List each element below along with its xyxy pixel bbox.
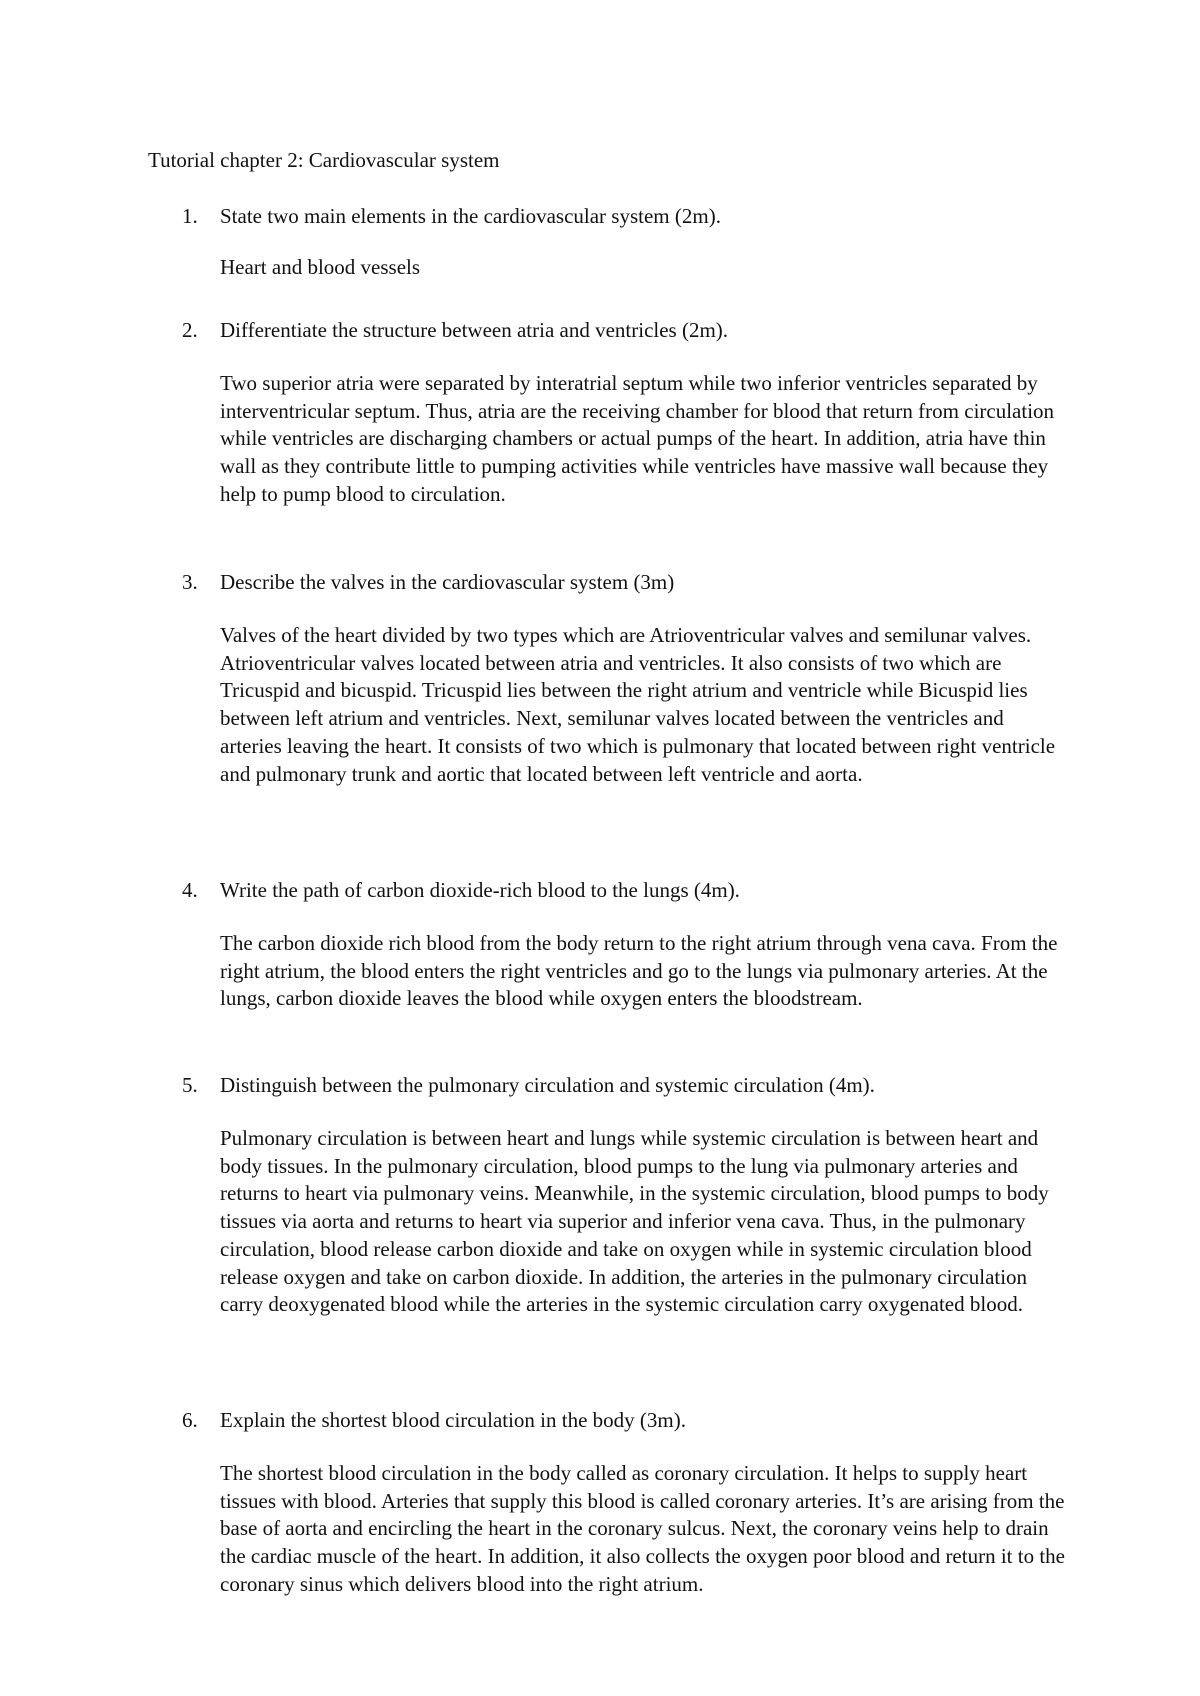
question-number: 2.: [182, 318, 198, 342]
answer-text: Two superior atria were separated by interatrial septum while two inferior ventricles separated by interventricular septum. Thus, atria are the receiving chamber for blood that return from circulation while ventricles are discharging chambers or actual pumps of the heart. In addition, atria have thin wall as they contribute little to pumping activities while ventricles have massive wall because they help to pump blood to circulation.: [220, 371, 1055, 506]
answer-text: The shortest blood circulation in the body called as coronary circulation. It helps to supply heart tissues with blood. Arteries that supply this blood is called coronary arteries. It’s are arising from the base of aorta and encircling the heart in the coronary sulcus. Next, the coronary veins help to drain the cardiac muscle of the heart. In addition, it also collects the oxygen poor blood and return it to the coronary sinus which delivers blood into the right atrium.: [220, 1461, 1065, 1596]
question-text: State two main elements in the cardiovascular system (2m).: [220, 204, 721, 228]
question-number: 5.: [182, 1073, 198, 1097]
answer-text: Pulmonary circulation is between heart and lungs while systemic circulation is between heart and body tissues. In the pulmonary circulation, blood pumps to the lung via pulmonary arteries and returns to heart via pulmonary veins. Meanwhile, in the systemic circulation, blood pumps to body tissues via aorta and returns to heart via superior and inferior vena cava. Thus, in the pulmonary circulation, blood release carbon dioxide and take on oxygen while in systemic circulation blood release oxygen and take on carbon dioxide. In addition, the arteries in the pulmonary circulation carry deoxygenated blood while the arteries in the systemic circulation carry oxygenated blood.: [220, 1126, 1049, 1317]
answer-text: Heart and blood vessels: [220, 255, 421, 279]
question-text: Describe the valves in the cardiovascular system (3m): [220, 570, 675, 594]
answer-text: Valves of the heart divided by two types which are Atrioventricular valves and semilunar valves. Atrioventricular valves located between atria and ventricles. It also consists of two which are Tricuspid and bicuspid. Tricuspid lies between the right atrium and ventricle while Bicuspid lies between left atrium and ventricles. Next, semilunar valves located between the ventricles and arteries leaving the heart. It consists of two which is pulmonary that located between right ventricle and pulmonary trunk and aortic that located between left ventricle and aorta.: [220, 623, 1056, 786]
question-text: Differentiate the structure between atria and ventricles (2m).: [220, 318, 729, 342]
question-number: 1.: [182, 204, 198, 228]
question-number: 4.: [182, 878, 198, 902]
question-text: Distinguish between the pulmonary circulation and systemic circulation (4m).: [220, 1073, 875, 1097]
document-title: Tutorial chapter 2: Cardiovascular system: [148, 148, 500, 172]
question-number: 6.: [182, 1408, 198, 1432]
question-text: Write the path of carbon dioxide-rich blood to the lungs (4m).: [220, 878, 740, 902]
answer-text: The carbon dioxide rich blood from the body return to the right atrium through vena cava. From the right atrium, the blood enters the right ventricles and go to the lungs via pulmonary arteries. At the lungs, carbon dioxide leaves the blood while oxygen enters the bloodstream.: [220, 931, 1058, 1011]
question-number: 3.: [182, 570, 198, 594]
question-text: Explain the shortest blood circulation in the body (3m).: [220, 1408, 686, 1432]
